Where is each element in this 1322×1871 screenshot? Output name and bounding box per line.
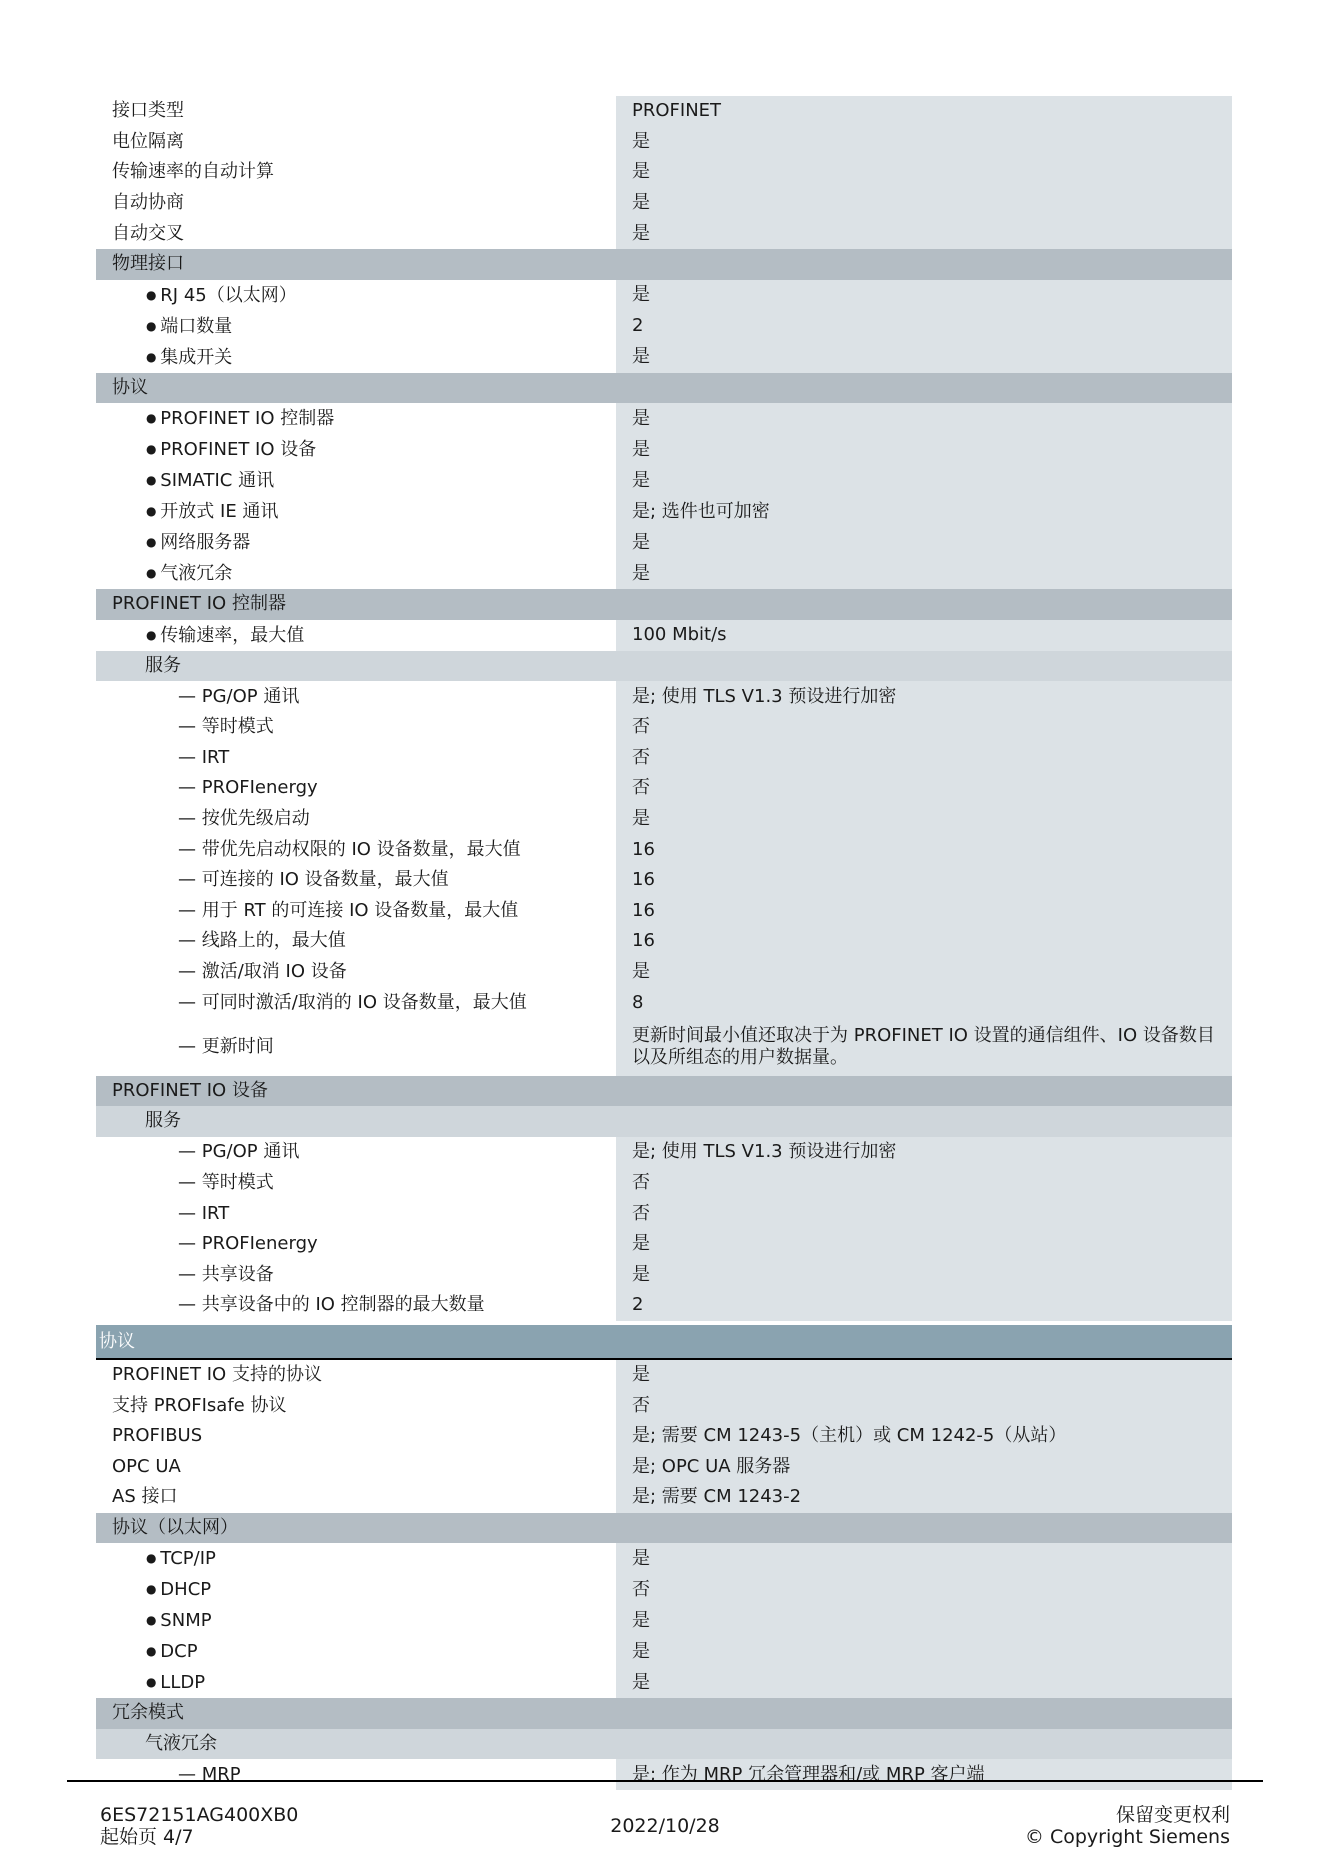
spec-row	[96, 96, 1232, 127]
spec-label: — PG/OP 通讯	[96, 1137, 616, 1167]
spec-value: 是; 使用 TLS V1.3 预设进行加密	[616, 681, 1232, 712]
spec-value: 8	[616, 987, 1232, 1018]
spec-value: 是	[616, 1543, 1232, 1574]
rights-notice: 保留变更权利	[1115, 1804, 1230, 1826]
section-header: PROFINET IO 控制器	[96, 589, 1232, 620]
spec-value: 否	[616, 743, 1232, 774]
spec-value: 是	[616, 957, 1232, 988]
spec-value: 是	[616, 1636, 1232, 1667]
spec-row	[96, 804, 1232, 835]
spec-value: 是	[616, 127, 1232, 158]
spec-row	[96, 1605, 1232, 1636]
spec-label: 自动协商	[112, 192, 184, 214]
article-number: 6ES72151AG400XB0	[100, 1804, 299, 1826]
spec-row	[96, 342, 1232, 373]
spec-label: ● 集成开关	[96, 342, 616, 373]
spec-value: 是	[616, 527, 1232, 558]
spec-value: 2	[616, 311, 1232, 342]
spec-row	[96, 896, 1232, 927]
spec-value: 是	[616, 434, 1232, 465]
spec-row	[96, 1018, 1232, 1076]
spec-row	[96, 773, 1232, 804]
spec-label: 自动交叉	[112, 222, 184, 244]
spec-label: — PROFIenergy	[96, 773, 616, 803]
spec-label: — 按优先级启动	[96, 804, 616, 834]
spec-label: — PROFIenergy	[96, 1229, 616, 1259]
spec-value: 2	[616, 1290, 1232, 1321]
spec-label: ● SIMATIC 通讯	[96, 465, 616, 496]
section-header: 协议	[96, 1325, 1232, 1360]
section-header: 物理接口	[96, 249, 1232, 280]
spec-value: 是	[616, 804, 1232, 835]
spec-table	[96, 96, 1232, 1790]
spec-row	[96, 218, 1232, 249]
spec-label: 接口类型	[112, 100, 184, 122]
spec-row	[96, 1198, 1232, 1229]
spec-row	[96, 527, 1232, 558]
spec-value: 是	[616, 1667, 1232, 1698]
spec-value: 是	[616, 403, 1232, 434]
spec-row	[96, 1290, 1232, 1321]
spec-label: ● PROFINET IO 控制器	[96, 403, 616, 434]
spec-label: ● PROFINET IO 设备	[96, 434, 616, 465]
spec-value: 16	[616, 834, 1232, 865]
spec-value: 是; 作为 MRP 冗余管理器和/或 MRP 客户端	[616, 1759, 1232, 1790]
spec-value: PROFINET	[616, 96, 1232, 127]
spec-row	[96, 1229, 1232, 1260]
spec-value: 是	[616, 218, 1232, 249]
spec-value: 是	[616, 465, 1232, 496]
spec-value: 是	[616, 157, 1232, 188]
spec-value: 是; 需要 CM 1243-5（主机）或 CM 1242-5（从站）	[616, 1421, 1232, 1452]
section-header: PROFINET IO 设备	[96, 1076, 1232, 1107]
spec-label: — IRT	[96, 1199, 616, 1229]
spec-label: — MRP	[96, 1760, 616, 1790]
spec-label: ● 网络服务器	[96, 527, 616, 558]
spec-label: — 共享设备	[96, 1260, 616, 1290]
spec-row	[96, 403, 1232, 434]
spec-row	[96, 834, 1232, 865]
spec-row	[96, 1168, 1232, 1199]
spec-label: — 更新时间	[96, 1032, 616, 1062]
spec-row	[96, 465, 1232, 496]
spec-value: 更新时间最小值还取决于为 PROFINET IO 设置的通信组件、IO 设备数目以及所组态的用户数据量。	[616, 1018, 1232, 1076]
spec-value: 是	[616, 280, 1232, 311]
spec-row	[96, 1574, 1232, 1605]
spec-label: ● RJ 45（以太网）	[96, 280, 616, 311]
spec-value: 16	[616, 865, 1232, 896]
spec-value: 16	[616, 926, 1232, 957]
spec-row	[96, 496, 1232, 527]
spec-value: 否	[616, 773, 1232, 804]
spec-label: PROFINET IO 支持的协议	[112, 1363, 322, 1385]
spec-row	[96, 1259, 1232, 1290]
spec-value: 是	[616, 1605, 1232, 1636]
spec-label: — 可同时激活/取消的 IO 设备数量，最大值	[96, 988, 616, 1018]
spec-row	[96, 1636, 1232, 1667]
spec-value: 16	[616, 896, 1232, 927]
spec-row	[96, 280, 1232, 311]
spec-value: 是	[616, 1229, 1232, 1260]
spec-label: ● 气液冗余	[96, 558, 616, 589]
spec-row	[96, 865, 1232, 896]
spec-label: — 用于 RT 的可连接 IO 设备数量，最大值	[96, 896, 616, 926]
spec-row	[96, 1482, 1232, 1513]
spec-value: 否	[616, 1168, 1232, 1199]
spec-label: ● DCP	[96, 1636, 616, 1667]
spec-row	[96, 957, 1232, 988]
spec-row	[96, 620, 1232, 651]
spec-value: 是	[616, 1259, 1232, 1290]
spec-row	[96, 1667, 1232, 1698]
spec-row	[96, 987, 1232, 1018]
spec-row	[96, 1390, 1232, 1421]
spec-label: — 可连接的 IO 设备数量，最大值	[96, 865, 616, 895]
spec-row	[96, 743, 1232, 774]
spec-label: — 线路上的，最大值	[96, 926, 616, 956]
spec-label: ● LLDP	[96, 1667, 616, 1698]
spec-value: 是	[616, 188, 1232, 219]
spec-row	[96, 434, 1232, 465]
spec-label: ● 传输速率，最大值	[96, 620, 616, 651]
section-header: 协议	[96, 373, 1232, 404]
spec-value: 是	[616, 1360, 1232, 1391]
spec-value: 否	[616, 712, 1232, 743]
spec-value: 否	[616, 1574, 1232, 1605]
spec-label: — 共享设备中的 IO 控制器的最大数量	[96, 1290, 616, 1320]
spec-label: ● TCP/IP	[96, 1543, 616, 1574]
section-header: 气液冗余	[96, 1729, 1232, 1760]
spec-row	[96, 558, 1232, 589]
spec-label: PROFIBUS	[112, 1425, 203, 1447]
spec-value: 是; 使用 TLS V1.3 预设进行加密	[616, 1137, 1232, 1168]
section-header: 协议（以太网）	[96, 1513, 1232, 1544]
spec-row	[96, 127, 1232, 158]
page-number: 起始页 4/7	[100, 1826, 194, 1848]
spec-label: ● 开放式 IE 通讯	[96, 496, 616, 527]
spec-row	[96, 188, 1232, 219]
spec-value: 是	[616, 342, 1232, 373]
spec-label: 传输速率的自动计算	[112, 161, 274, 183]
spec-row	[96, 681, 1232, 712]
spec-label: ● SNMP	[96, 1605, 616, 1636]
spec-label: ● DHCP	[96, 1574, 616, 1605]
spec-value: 100 Mbit/s	[616, 620, 1232, 651]
spec-value: 是; OPC UA 服务器	[616, 1451, 1232, 1482]
spec-label: 支持 PROFIsafe 协议	[112, 1394, 287, 1416]
spec-row	[96, 1360, 1232, 1391]
spec-label: — 等时模式	[96, 1168, 616, 1198]
spec-value: 是; 需要 CM 1243-2	[616, 1482, 1232, 1513]
spec-label: — PG/OP 通讯	[96, 682, 616, 712]
spec-label: — IRT	[96, 743, 616, 773]
spec-value: 否	[616, 1198, 1232, 1229]
footer-divider	[67, 1780, 1263, 1782]
page-footer	[100, 1804, 1230, 1854]
spec-row	[96, 1759, 1232, 1790]
spec-value: 是	[616, 558, 1232, 589]
spec-label: — 等时模式	[96, 712, 616, 742]
document-date: 2022/10/28	[610, 1815, 720, 1837]
spec-row	[96, 1137, 1232, 1168]
section-header: 服务	[96, 1106, 1232, 1137]
spec-row	[96, 1543, 1232, 1574]
spec-row	[96, 1451, 1232, 1482]
section-header: 冗余模式	[96, 1698, 1232, 1729]
section-header: 服务	[96, 651, 1232, 682]
copyright-notice: © Copyright Siemens	[1024, 1826, 1230, 1848]
spec-row	[96, 712, 1232, 743]
spec-row	[96, 1421, 1232, 1452]
spec-value: 否	[616, 1390, 1232, 1421]
spec-label: OPC UA	[112, 1455, 181, 1477]
spec-row	[96, 311, 1232, 342]
spec-label: — 激活/取消 IO 设备	[96, 957, 616, 987]
spec-label: AS 接口	[112, 1486, 178, 1508]
spec-row	[96, 157, 1232, 188]
spec-label: 电位隔离	[112, 130, 184, 152]
spec-row	[96, 926, 1232, 957]
spec-label: — 带优先启动权限的 IO 设备数量，最大值	[96, 835, 616, 865]
spec-value: 是; 选件也可加密	[616, 496, 1232, 527]
spec-label: ● 端口数量	[96, 311, 616, 342]
